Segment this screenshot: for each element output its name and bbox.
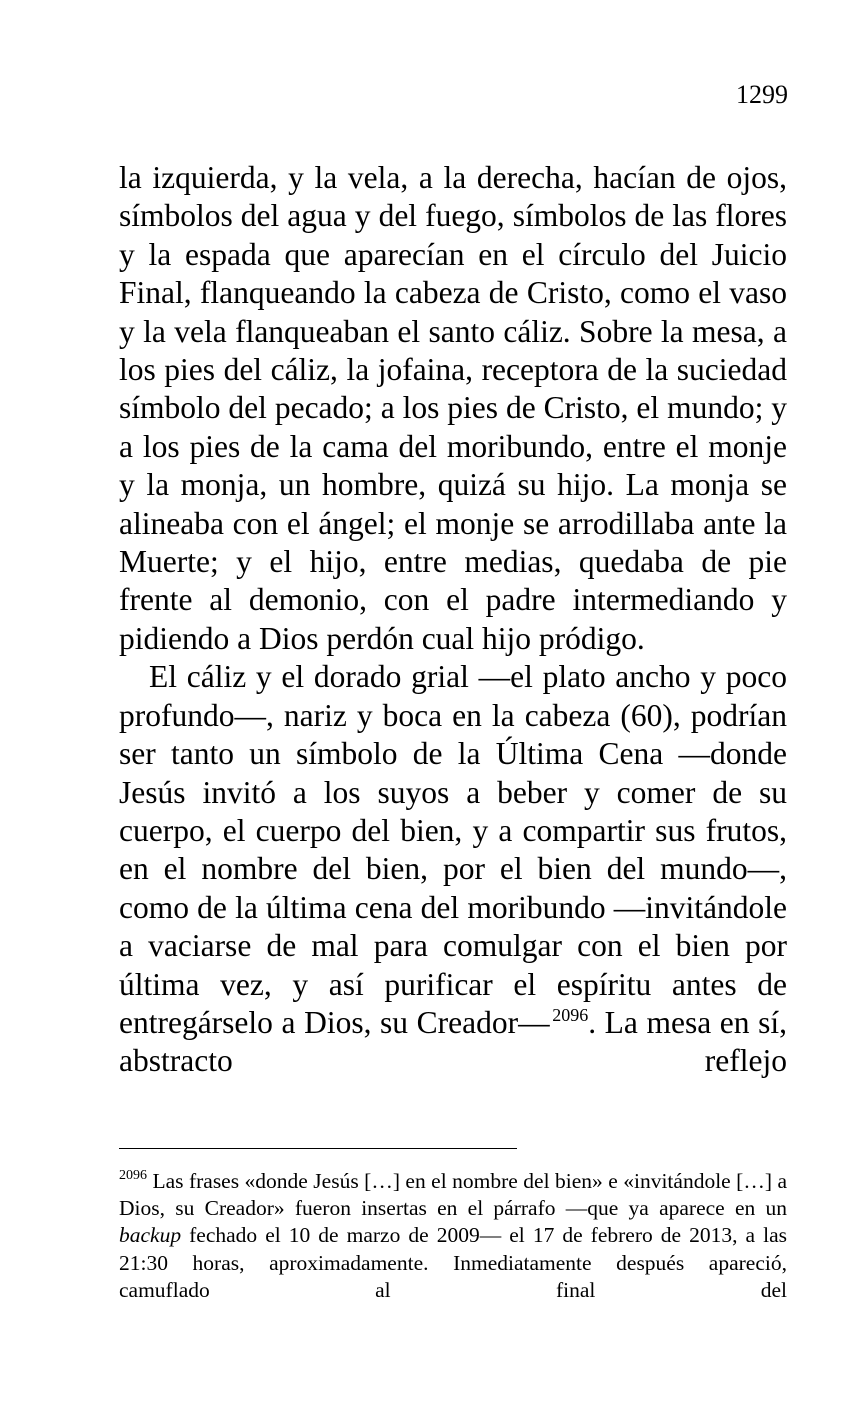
- page-number: 1299: [736, 80, 788, 109]
- paragraph-1: la izquierda, y la vela, a la derecha, hacían de ojos, símbolos del agua y del fuego, símbolos de las flores y la espada que aparecían en el círculo del Juicio Final, flanqueando la cabeza de Cristo, como el vaso y la vela flanqueaban el santo cáliz. Sobre la mesa, a los pies del cáliz, la jofaina, receptora de la suciedad símbolo del pecado; a los pies de Cristo, el mundo; y a los pies de la cama del moribundo, entre el monje y la monja, un hombre, quizá su hijo. La monja se alineaba con el ángel; el monje se arrodillaba ante la Muerte; y el hijo, entre medias, quedaba de pie frente al demonio, con el padre intermediando y pidiendo a Dios perdón cual hijo pródigo.: [119, 160, 787, 656]
- footnote-text-continuation: fechado el 10 de marzo de 2009— el 17 de febrero de 2013, a las 21:30 horas, aproximadamente. Inmediatamente después apareció, camuflado al final del: [119, 1223, 787, 1302]
- paragraph-2: [119, 658, 787, 1080]
- paragraph-2-continuation: . La mesa en sí, abstracto reflejo: [119, 1004, 787, 1079]
- footnote-number: 2096: [119, 1168, 147, 1183]
- footnote-italic-term: backup: [119, 1223, 182, 1248]
- main-text: [119, 159, 787, 1081]
- footnote-paragraph: [119, 1168, 787, 1304]
- footnote: [119, 1168, 787, 1304]
- footnote-text: Las frases «donde Jesús […] en el nombre del bien» e «invitándole […] a Dios, su Creador» fueron insertas en el párrafo —que ya aparece en un: [119, 1169, 787, 1221]
- paragraph-2-text: El cáliz y el dorado grial —el plato ancho y poco profundo—, nariz y boca en la cabeza (60), podrían ser tanto un símbolo de la Última Cena —donde Jesús invitó a los suyos a beber y comer de su cuerpo, el cuerpo del bien, y a compartir sus frutos, en el nombre del bien, por el bien del mundo—, como de la última cena del moribundo —invitándole a vaciarse de mal para comulgar con el bien por última vez, y así purificar el espíritu antes de entregárselo a Dios, su Creador—: [119, 659, 787, 1040]
- footnote-divider: [119, 1148, 517, 1149]
- footnote-reference[interactable]: 2096: [552, 1004, 589, 1025]
